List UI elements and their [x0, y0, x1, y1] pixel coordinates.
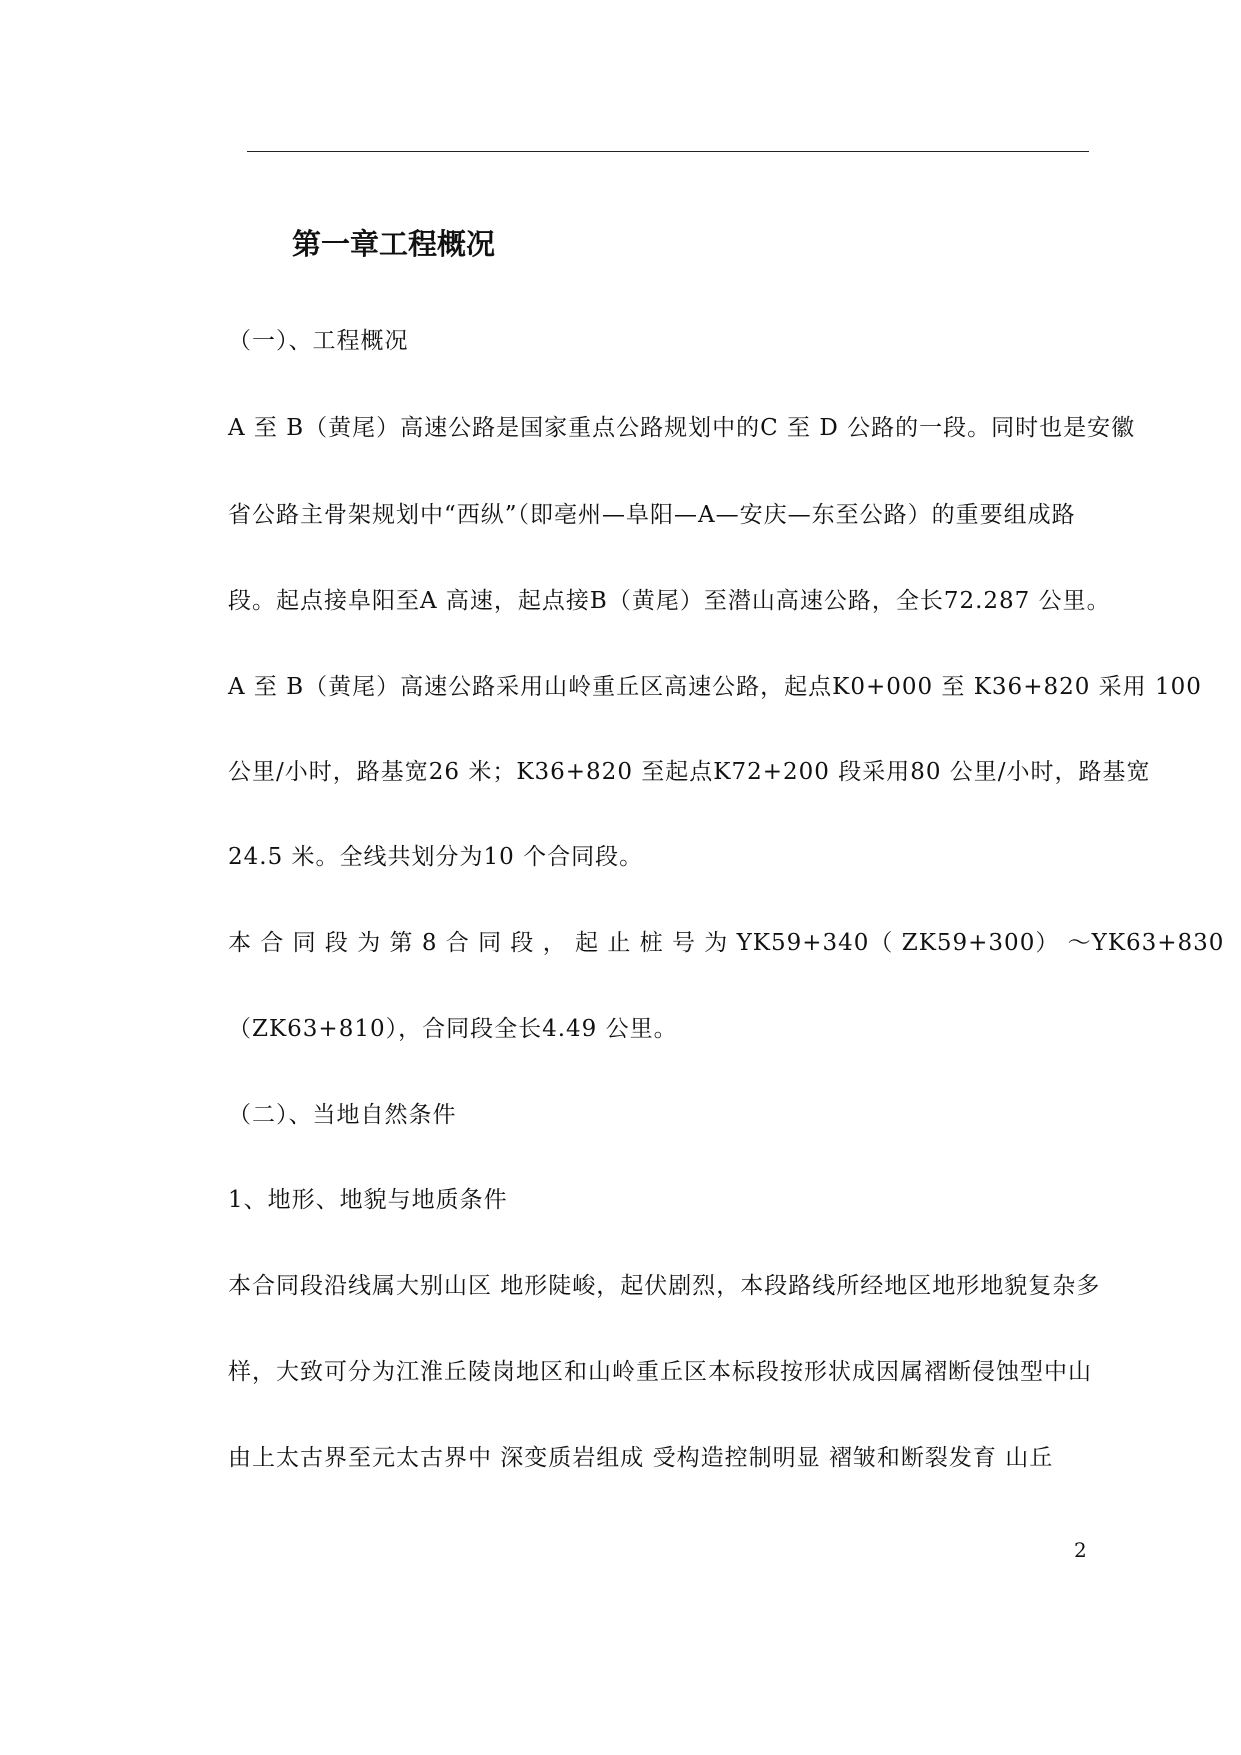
paragraph-line: A 至 B（黄尾）高速公路采用山岭重丘区高速公路，起点K0+000 至 K36+820 采用 100: [228, 674, 1202, 700]
paragraph-line: （ZK63+810），合同段全长4.49 公里。: [228, 1016, 678, 1042]
chapter-title: 第一章工程概况: [292, 227, 496, 261]
paragraph-line: 本合同段沿线属大别山区 地形陡峻，起伏剧烈，本段路线所经地区地形地貌复杂多: [228, 1273, 1101, 1299]
paragraph-line: 由上太古界至元太古界中 深变质岩组成 受构造控制明显 褶皱和断裂发育 山丘: [228, 1445, 1054, 1471]
section-heading-2: （二）、当地自然条件: [228, 1102, 457, 1128]
header-rule: [247, 151, 1089, 152]
paragraph-line: 24.5 米。全线共划分为10 个合同段。: [228, 844, 644, 870]
paragraph-line: 段。起点接阜阳至A 高速，起点接B（黄尾）至潜山高速公路，全长72.287 公里。: [228, 588, 1111, 614]
paragraph-line: 本 合 同 段 为 第 8 合 同 段 ， 起 止 桩 号 为 YK59+340（ ZK59+300） ～YK63+830: [228, 930, 1225, 956]
paragraph-line: 公里/小时，路基宽26 米；K36+820 至起点K72+200 段采用80 公里/小时，路基宽: [228, 759, 1151, 785]
section-heading-1: （一）、工程概况: [228, 328, 409, 354]
paragraph-line: A 至 B（黄尾）高速公路是国家重点公路规划中的C 至 D 公路的一段。同时也是安徽: [228, 415, 1136, 441]
subsection-heading: 1、地形、地貌与地质条件: [228, 1187, 508, 1213]
paragraph-line: 样，大致可分为江淮丘陵岗地区和山岭重丘区本标段按形状成因属褶断侵蚀型中山: [228, 1359, 1092, 1385]
page-number: 2: [1074, 1538, 1087, 1562]
paragraph-line: 省公路主骨架规划中“西纵”（即亳州—阜阳—A—安庆—东至公路）的重要组成路: [228, 502, 1076, 528]
